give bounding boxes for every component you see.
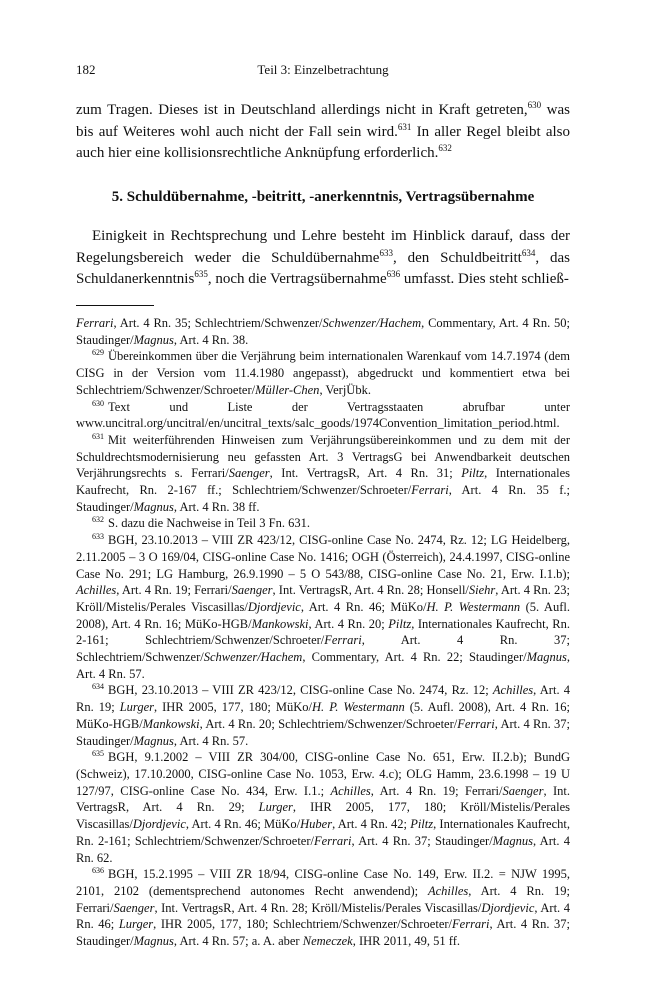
author-name: Piltz [461,466,485,481]
author-name: Piltz [388,616,412,631]
author-name: Ferrari [314,833,352,848]
footnote-number: 629 [92,348,104,358]
author-name: Ferrari [411,483,449,498]
footnote-reference[interactable]: 635 [194,269,208,279]
author-name: Müller-Chen [255,382,320,397]
footnote: $^{630}$ Text und Liste der Vertragsstaaten abrufbar unter www.uncitral.org/uncitral/en/uncitral_texts/salc_goods/1974Convention_limitation_period.html. [76,398,570,431]
footnote: $^{629}$ Übereinkommen über die Verjährung beim internationalen Warenkauf vom 14.7.1974 (dem CISG in der Version vom 11.4.1980 angepasst), abgedruckt und kommentiert etwa bei Schlechtriem/Schwenzer/Schroeter/Müller-Chen, VerjÜbk. [76,348,570,397]
author-name: Djordjevic [132,817,186,832]
footnote-reference[interactable]: 636 [386,269,401,279]
author-name: Achilles [492,683,534,698]
author-name: Achilles [427,883,469,898]
paragraph: zum Tragen. Dieses ist in Deutschland allerdings nicht in Kraft getreten,$^{630}$ was bis auf Weiteres wohl auch nicht der Fall sein wird.$^{631}$ In aller Regel bleibt also auch hier eine kollisionsrechtliche Anknüpfung erforderlich.$^{632}$ [76,100,571,161]
author-name: Lurger [119,700,154,715]
author-name: Djordjevic [247,599,301,614]
author-name: Djordjevic [481,900,535,915]
footnote-separator [76,305,154,306]
author-name: H. P. Westermann [312,700,405,715]
author-name: Lurger [118,917,154,932]
author-name: Saenger [231,583,273,598]
author-name: Magnus [133,499,174,514]
author-name: Schwenzer/Hachem [322,316,422,330]
author-name: Saenger [502,783,544,798]
page-header [76,62,570,80]
author-name: Mankowski [142,716,200,731]
author-name: Magnus [133,332,174,347]
footnote-reference[interactable]: 634 [521,247,536,258]
author-name: Nemeczek [302,934,353,949]
author-name: Saenger [228,466,270,481]
footnote: $^{631}$ Mit weiterführenden Hinweisen zum Verjährungsübereinkommen und zu dem mit der Schuldrechtsmodernisierung neu gefassten Art. 3 VertragsG bei Anwendbarkeit deutschen Verjährungsrechts s. Ferrari/Saenger, Int. VertragsR, Art. 4 Rn. 31; Piltz, Internationales Kaufrecht, Rn. 2-167 ff.; Schlechtriem/Schwenzer/Schroeter/Ferrari, Art. 4 Rn. 35 f.; Staudinger/Magnus, Art. 4 Rn. 38 ff. [76,431,571,514]
footnote: $^{632}$ S. dazu die Nachweise in Teil 3 Fn. 631. [92,515,310,531]
author-name: Ferrari [457,716,495,731]
author-name: H. P. Westermann [426,599,521,614]
footnote-number: 633 [92,532,104,542]
paragraph: Einigkeit in Rechtsprechung und Lehre besteht im Hinblick darauf, dass der Regelungsbereich weder die Schuldübernahme$^{633}$, den Schuldbeitritt$^{634}$, das Schuldanerkenntnis$^{635}$, noch die Vertragsübernahme$^{636}$ umfasst. Dies steht schließ- [76,228,570,287]
footnote-number: 630 [92,398,104,408]
author-name: Ferrari [452,917,490,932]
author-name: Achilles [76,583,117,598]
footnote: $^{634}$ BGH, 23.10.2013 – VIII ZR 423/12, CISG-online Case No. 2474, Rz. 12; Achilles, Art. 4 Rn. 19; Lurger, IHR 2005, 177, 180; MüKo/H. P. Westermann (5. Aufl. 2008), Art. 4 Rn. 16; MüKo-HGB/Mankowski, Art. 4 Rn. 20; Schlechtriem/Schwenzer/Schroeter/Ferrari, Art. 4 Rn. 37; Staudinger/Magnus, Art. 4 Rn. 57. [76,682,570,748]
footnote-number: 634 [92,682,104,692]
author-name: Ferrari [76,316,114,330]
footnote: $^{633}$ BGH, 23.10.2013 – VIII ZR 423/12, CISG-online Case No. 2474, Rz. 12; LG Heidelberg, 2.11.2005 – 3 O 169/04, CISG-online Case No. 1416; OGH (Österreich), 24.4.1997, CISG-online Case No. 291; LG Hamburg, 26.9.1990 – 5 O 543/88, CISG-online Case No. 21, Erw. I.1.b); Achilles, Art. 4 Rn. 19; Ferrari/Saenger, Int. VertragsR, Art. 4 Rn. 28; Honsell/Siehr, Art. 4 Rn. 23; Kröll/Mistelis/Perales Viscasillas/Djordjevic, Art. 4 Rn. 46; MüKo/H. P. Westermann (5. Aufl. 2008), Art. 4 Rn. 16; MüKo-HGB/Mankowski, Art. 4 Rn. 20; Piltz, Internationales Kaufrecht, Rn. 2-161; Schlechtriem/Schwenzer/Schroeter/Ferrari, Art. 4 Rn. 37; Schlechtriem/Schwenzer/Schwenzer/Hachem, Commentary, Art. 4 Rn. 22; Staudinger/Magnus, Art. 4 Rn. 57. [76,532,570,681]
footnote-number: 631 [92,431,104,441]
footnote-number: 635 [92,749,104,759]
author-name: Magnus [526,650,567,665]
author-name: Magnus [133,934,174,949]
footnote-number: 636 [92,866,104,876]
footnote-reference[interactable]: 631 [397,121,412,132]
author-name: Siehr [468,583,496,598]
footnote: $^{636}$ BGH, 15.2.1995 – VIII ZR 18/94, CISG-online Case No. 149, Erw. II.2. = NJW 1995, 2101, 2102 (dementsprechend autonomes Recht anwendend); Achilles, Art. 4 Rn. 19; Ferrari/Saenger, Int. VertragsR, Art. 4 Rn. 28; Kröll/Mistelis/Perales Viscasillas/Djordjevic, Art. 4 Rn. 46; Lurger, IHR 2005, 177, 180; Schlechtriem/Schwenzer/Schroeter/Ferrari, Art. 4 Rn. 37; Staudinger/Magnus, Art. 4 Rn. 57; a. A. aber Nemeczek, IHR 2011, 49, 51 ff. [76,866,570,949]
running-head: Teil 3: Einzelbetrachtung [257,62,389,77]
footnote-reference[interactable]: 632 [438,143,452,153]
author-name: Mankowski [251,616,309,631]
footnote: Ferrari, Art. 4 Rn. 35; Schlechtriem/Schwenzer/Schwenzer/Hachem, Commentary, Art. 4 Rn. 50; Staudinger/Magnus, Art. 4 Rn. 38. [76,316,570,347]
author-name: Schwenzer/Hachem [203,650,303,665]
author-name: Saenger [113,900,155,915]
author-name: Magnus [492,833,533,848]
page-number: 182 [76,62,96,77]
author-name: Ferrari [324,633,362,648]
author-name: Lurger [258,800,293,815]
footnote: $^{635}$ BGH, 9.1.2002 – VIII ZR 304/00, CISG-online Case No. 651, Erw. II.2.b); BundG (Schweiz), 17.10.2000, CISG-online Case No. 1053, Erw. 4.c); OLG Hamm, 23.6.1998 – 19 U 127/97, CISG-online Case No. 434, Erw. I.1.; Achilles, Art. 4 Rn. 19; Ferrari/Saenger, Int. VertragsR, Art. 4 Rn. 29; Lurger, IHR 2005, 177, 180; Kröll/Mistelis/Perales Viscasillas/Djordjevic, Art. 4 Rn. 46; MüKo/Huber, Art. 4 Rn. 42; Piltz, Internationales Kaufrecht, Rn. 2-161; Schlechtriem/Schwenzer/Schroeter/Ferrari, Art. 4 Rn. 37; Staudinger/Magnus, Art. 4 Rn. 62. [76,749,571,865]
footnote-number: 632 [92,515,104,525]
author-name: Huber [300,817,333,832]
body-text [76,100,570,291]
footnote-reference[interactable]: 633 [379,247,393,258]
author-name: Piltz [410,817,434,832]
footnotes [76,315,570,950]
author-name: Magnus [133,733,174,748]
footnote-reference[interactable]: 630 [527,100,542,110]
author-name: Achilles [330,783,371,798]
section-heading: 5. Schuldübernahme, -beitritt, -anerkenntnis, Vertragsübernahme [111,188,535,205]
